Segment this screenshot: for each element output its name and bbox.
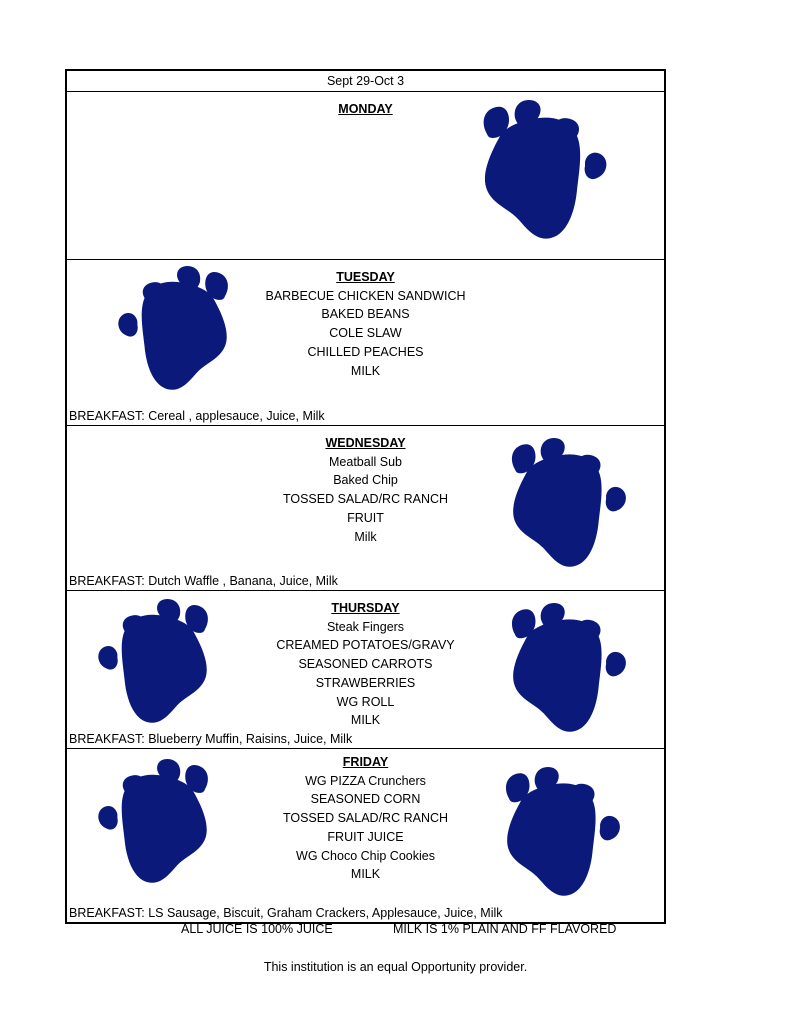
breakfast-line: BREAKFAST: Dutch Waffle , Banana, Juice, Milk <box>69 574 338 588</box>
paw-print-icon <box>497 767 627 897</box>
menu-item: COLE SLAW <box>329 326 402 341</box>
week-range: Sept 29-Oct 3 <box>67 71 664 92</box>
menu-item: MILK <box>350 713 381 728</box>
paw-print-icon <box>479 100 609 240</box>
juice-note: ALL JUICE IS 100% JUICE <box>181 922 333 936</box>
menu-item: BARBECUE CHICKEN SANDWICH <box>265 288 466 303</box>
breakfast-line: BREAKFAST: Cereal , applesauce, Juice, Milk <box>69 409 325 423</box>
menu-item: CREAMED POTATOES/GRAVY <box>276 638 455 653</box>
menu-item: Baked Chip <box>333 473 398 488</box>
day-tuesday <box>67 260 664 426</box>
day-monday <box>67 92 664 260</box>
menu-item: TOSSED SALAD/RC RANCH <box>282 811 449 826</box>
equal-opportunity-statement: This institution is an equal Opportunity provider. <box>263 960 528 974</box>
day-name: FRIDAY <box>342 755 389 769</box>
day-name: MONDAY <box>338 102 393 116</box>
menu-item: WG ROLL <box>336 694 395 709</box>
day-name: WEDNESDAY <box>325 436 406 450</box>
menu-item: SEASONED CARROTS <box>298 657 433 672</box>
menu-item: Steak Fingers <box>326 619 405 634</box>
menu-item: CHILLED PEACHES <box>307 344 424 359</box>
day-name: TUESDAY <box>336 270 395 284</box>
paw-print-icon <box>503 603 633 733</box>
menu-item: TOSSED SALAD/RC RANCH <box>282 492 449 507</box>
menu-item: FRUIT <box>347 510 384 525</box>
paw-print-icon <box>503 438 633 568</box>
milk-note: MILK IS 1% PLAIN AND FF FLAVORED <box>393 922 617 936</box>
day-friday <box>67 749 664 922</box>
menu-item: SEASONED CORN <box>310 792 421 807</box>
menu-item: STRAWBERRIES <box>315 675 416 690</box>
menu-item: FRUIT JUICE <box>327 829 404 844</box>
lunch-menu-table <box>65 69 666 924</box>
day-thursday <box>67 591 664 749</box>
menu-item: WG PIZZA Crunchers <box>305 773 426 788</box>
day-name: THURSDAY <box>331 601 400 615</box>
menu-item: Milk <box>354 529 377 544</box>
breakfast-line: BREAKFAST: LS Sausage, Biscuit, Graham Crackers, Applesauce, Juice, Milk <box>69 906 503 920</box>
menu-item: WG Choco Chip Cookies <box>296 848 435 863</box>
menu-item: MILK <box>350 363 381 378</box>
breakfast-line: BREAKFAST: Blueberry Muffin, Raisins, Juice, Milk <box>69 732 353 746</box>
menu-item: MILK <box>350 867 381 882</box>
menu-item: Meatball Sub <box>329 454 402 469</box>
day-wednesday <box>67 426 664 591</box>
menu-item: BAKED BEANS <box>321 307 410 322</box>
